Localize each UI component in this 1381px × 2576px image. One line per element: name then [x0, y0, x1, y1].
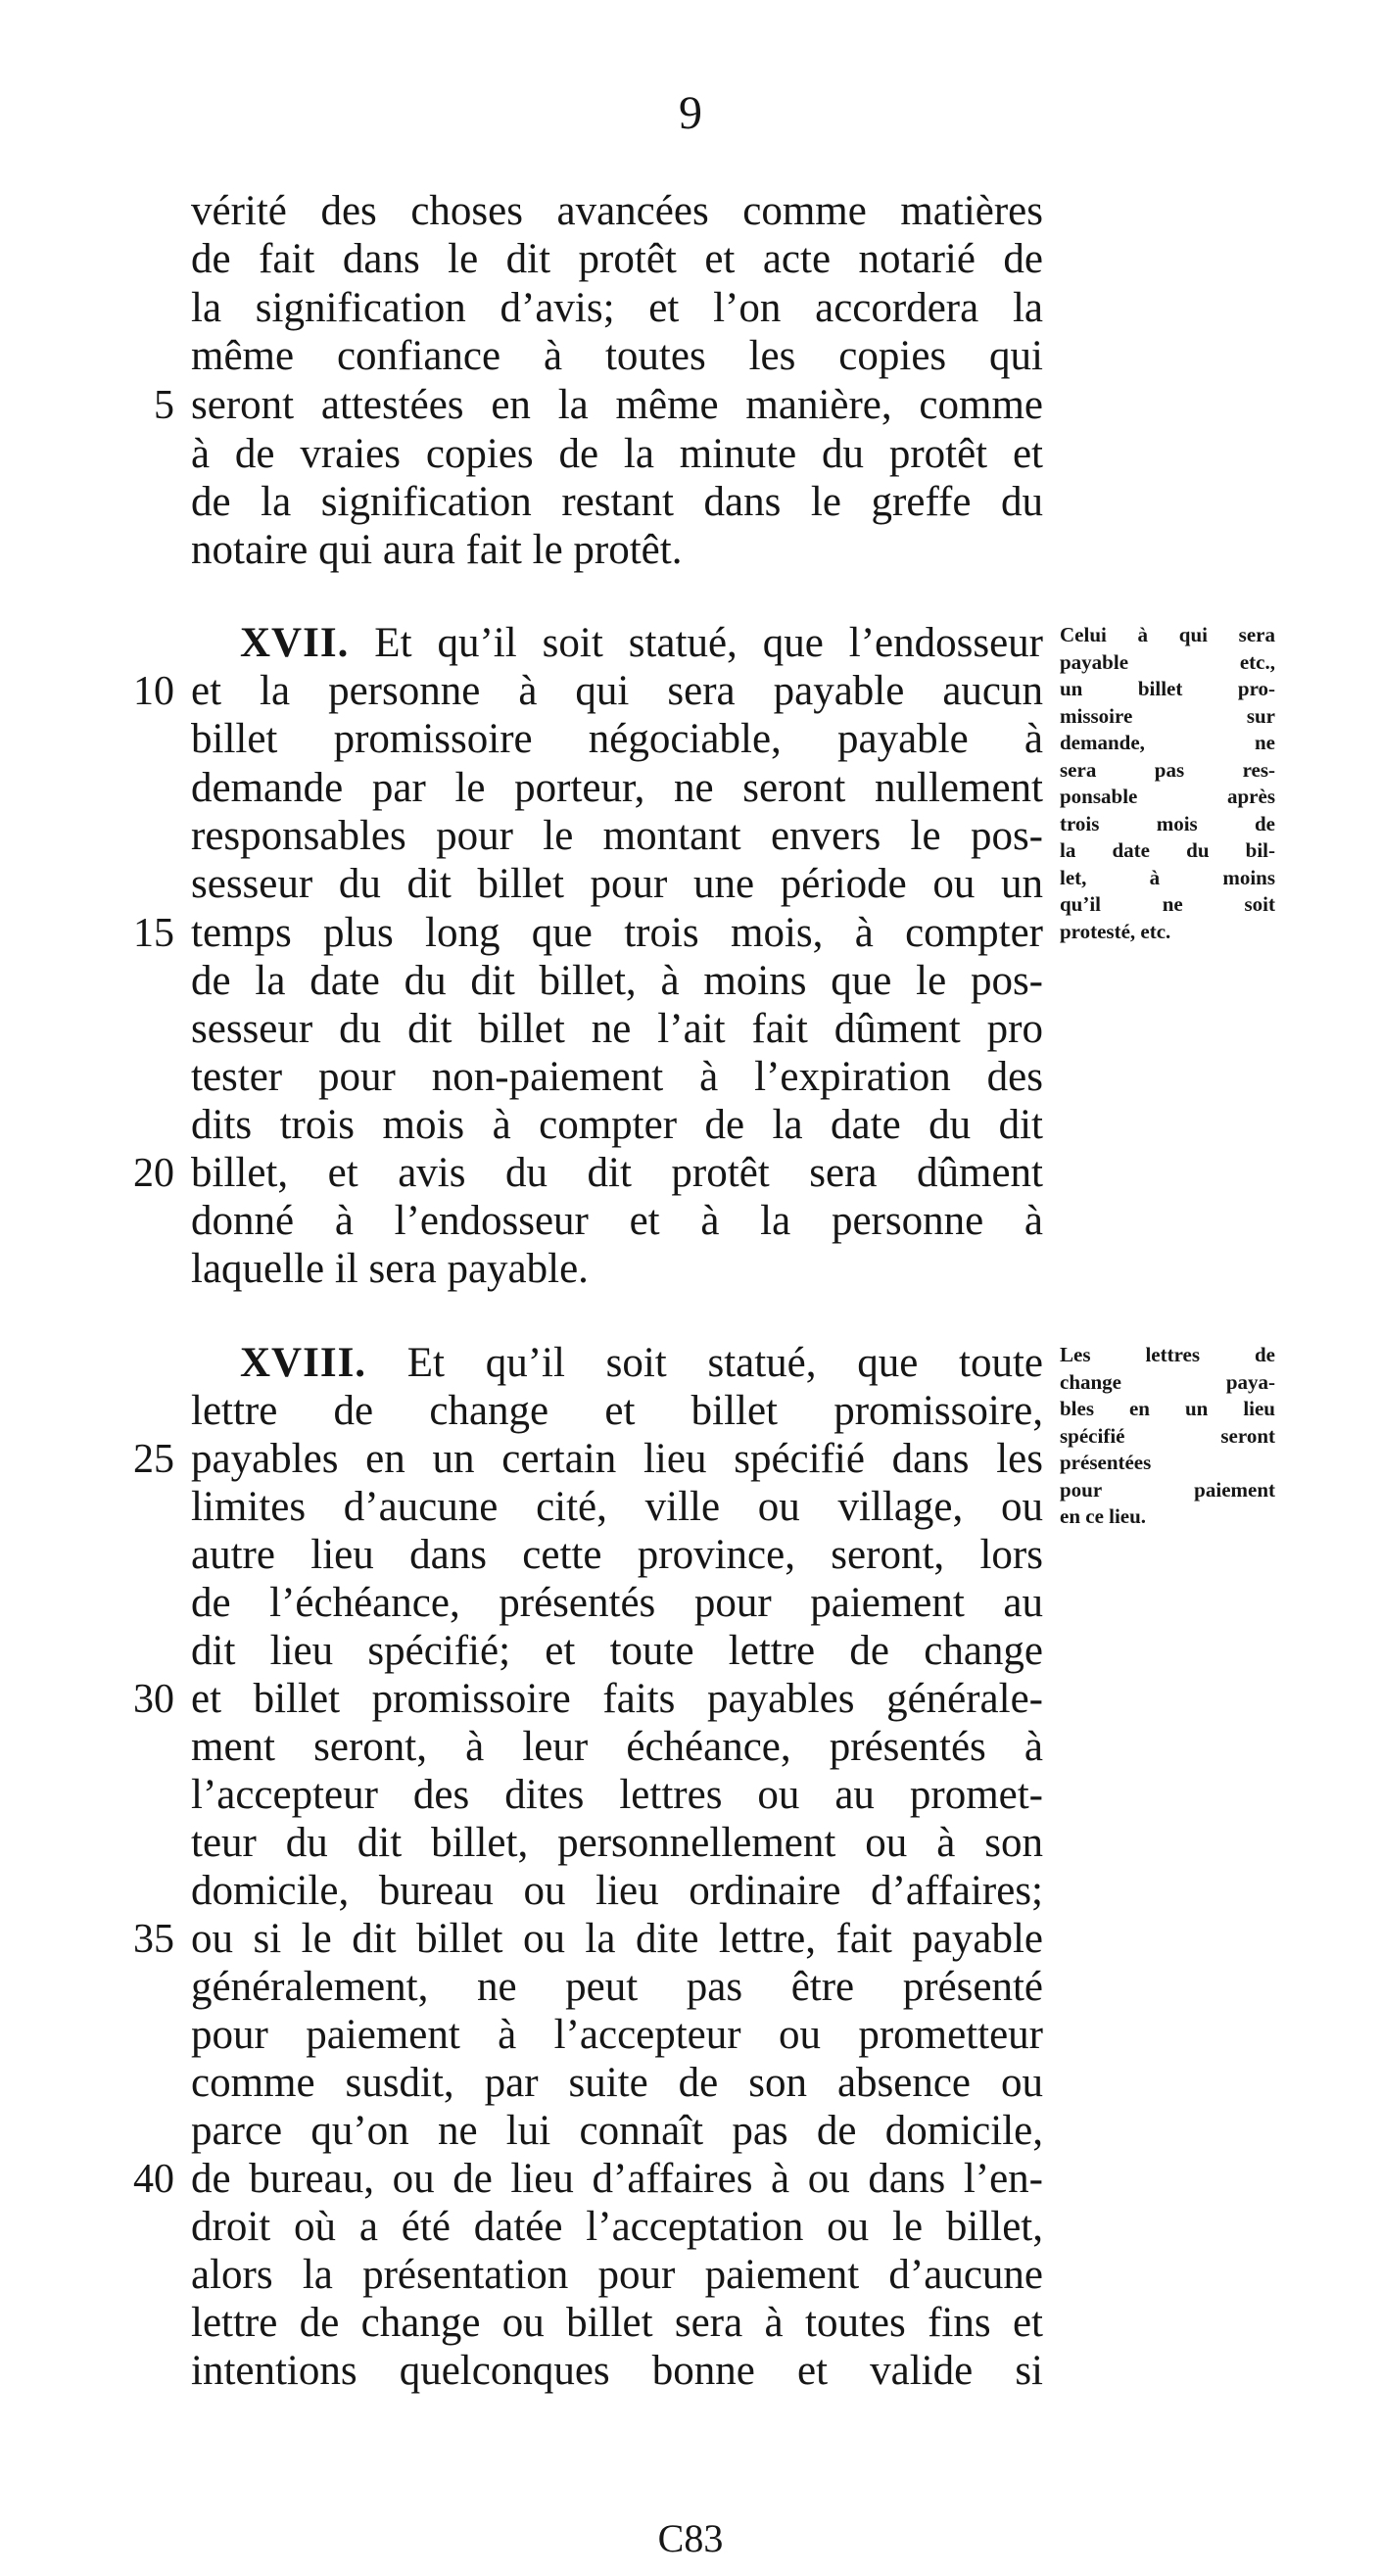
margin-note-line: la date du bil- — [1060, 838, 1275, 862]
margin-note-line: demande, ne — [1060, 731, 1275, 754]
text-line: vérité des choses avancées comme matières — [191, 188, 1043, 234]
text-line-body: Et qu’il soit statué, que l’endosseur — [374, 620, 1043, 666]
margin-note-line: bles en un lieu — [1060, 1397, 1275, 1420]
margin-note-line: présentées — [1060, 1451, 1152, 1474]
text-line: même confiance à toutes les copies qui — [191, 333, 1043, 379]
margin-note-line: Les lettres de — [1060, 1343, 1275, 1366]
text-line: notaire qui aura fait le protêt. — [191, 527, 683, 573]
text-line: temps plus long que trois mois, à compter — [191, 910, 1043, 956]
page-number: 9 — [679, 87, 702, 139]
text-line: billet, et avis du dit protêt sera dûment — [191, 1150, 1043, 1196]
margin-note-line: sera pas res- — [1060, 757, 1275, 782]
text-line: domicile, bureau ou lieu ordinaire d’affaires; — [191, 1868, 1043, 1914]
margin-note-line: pour paiement — [1060, 1477, 1275, 1502]
margin-note-line: Celui à qui sera — [1060, 623, 1275, 646]
text-line: demande par le porteur, ne seront nullement — [191, 765, 1043, 811]
margin-note-line: spécifié seront — [1060, 1423, 1275, 1448]
text-line: alors la présentation pour paiement d’aucune — [191, 2252, 1043, 2298]
signature-mark: C83 — [657, 2516, 724, 2560]
text-line: de la date du dit billet, à moins que le pos- — [191, 958, 1043, 1004]
margin-note-line: ponsable après — [1060, 785, 1275, 808]
margin-note-line: en ce lieu. — [1060, 1504, 1147, 1528]
text-line-body: Et qu’il soit statué, que toute — [406, 1340, 1044, 1386]
section-number: XVIII. — [240, 1340, 367, 1386]
text-line — [240, 620, 1043, 667]
text-line: limites d’aucune cité, ville ou village, ou — [191, 1484, 1043, 1530]
text-line: seront attestées en la même manière, comme — [191, 382, 1043, 428]
text-line: et la personne à qui sera payable aucun — [191, 668, 1043, 714]
margin-note-line: missoire sur — [1060, 703, 1275, 728]
text-line: et billet promissoire faits payables générale- — [191, 1676, 1043, 1722]
text-line: comme susdit, par suite de son absence ou — [191, 2060, 1043, 2106]
text-line: dits trois mois à compter de la date du dit — [191, 1102, 1043, 1148]
text-line: pour paiement à l’accepteur ou prometteur — [191, 2012, 1043, 2058]
margin-note-line: protesté, etc. — [1060, 919, 1171, 943]
margin-note — [1060, 622, 1275, 945]
margin-note-line: qu’il ne soit — [1060, 892, 1275, 916]
text-line: de bureau, ou de lieu d’affaires à ou dans l’en- — [191, 2156, 1043, 2202]
text-line: la signification d’avis; et l’on accordera la — [191, 285, 1043, 331]
margin-note-line: let, à moins — [1060, 865, 1275, 889]
text-line: laquelle il sera payable. — [191, 1246, 589, 1292]
text-line: autre lieu dans cette province, seront, lors — [191, 1532, 1043, 1578]
text-line: de la signification restant dans le greffe du — [191, 479, 1043, 525]
line-number: 5 — [154, 383, 174, 428]
margin-note-line: payable etc., — [1060, 649, 1275, 674]
text-line: teur du dit billet, personnellement ou à son — [191, 1820, 1043, 1866]
line-number: 35 — [133, 1917, 174, 1962]
text-line: donné à l’endosseur et à la personne à — [191, 1198, 1043, 1244]
text-line: payables en un certain lieu spécifié dans les — [191, 1436, 1043, 1482]
text-line: tester pour non-paiement à l’expiration des — [191, 1054, 1043, 1100]
line-number: 15 — [133, 911, 174, 956]
text-line: sesseur du dit billet ne l’ait fait dûment pro — [191, 1006, 1043, 1052]
text-line: de fait dans le dit protêt et acte notarié de — [191, 236, 1043, 282]
text-line: lettre de change ou billet sera à toutes fins et — [191, 2300, 1043, 2346]
margin-note-line: trois mois de — [1060, 811, 1275, 835]
line-number: 20 — [133, 1151, 174, 1196]
text-line: ment seront, à leur échéance, présentés à — [191, 1724, 1043, 1770]
text-line: billet promissoire négociable, payable à — [191, 716, 1043, 762]
text-line: lettre de change et billet promissoire, — [191, 1388, 1043, 1434]
margin-note — [1060, 1342, 1275, 1531]
text-line: parce qu’on ne lui connaît pas de domicile, — [191, 2108, 1043, 2154]
text-line: responsables pour le montant envers le pos- — [191, 813, 1043, 859]
margin-note-line: un billet pro- — [1060, 677, 1275, 700]
text-line: ou si le dit billet ou la dite lettre, fait payable — [191, 1916, 1043, 1962]
text-line: droit où a été datée l’acceptation ou le billet, — [191, 2204, 1043, 2250]
text-line: sesseur du dit billet pour une période ou un — [191, 861, 1043, 907]
line-number: 30 — [133, 1677, 174, 1722]
section-number: XVII. — [240, 620, 350, 666]
text-line: généralement, ne peut pas être présenté — [191, 1964, 1043, 2010]
margin-note-line: change paya- — [1060, 1369, 1275, 1394]
text-line — [240, 1340, 1043, 1387]
line-number: 25 — [133, 1437, 174, 1482]
line-number: 10 — [133, 669, 174, 714]
line-number: 40 — [133, 2157, 174, 2202]
text-line: de l’échéance, présentés pour paiement au — [191, 1580, 1043, 1626]
text-line: à de vraies copies de la minute du protêt et — [191, 431, 1043, 477]
text-line: intentions quelconques bonne et valide si — [191, 2348, 1043, 2394]
text-line: dit lieu spécifié; et toute lettre de change — [191, 1628, 1043, 1674]
text-line: l’accepteur des dites lettres ou au promet- — [191, 1772, 1043, 1818]
